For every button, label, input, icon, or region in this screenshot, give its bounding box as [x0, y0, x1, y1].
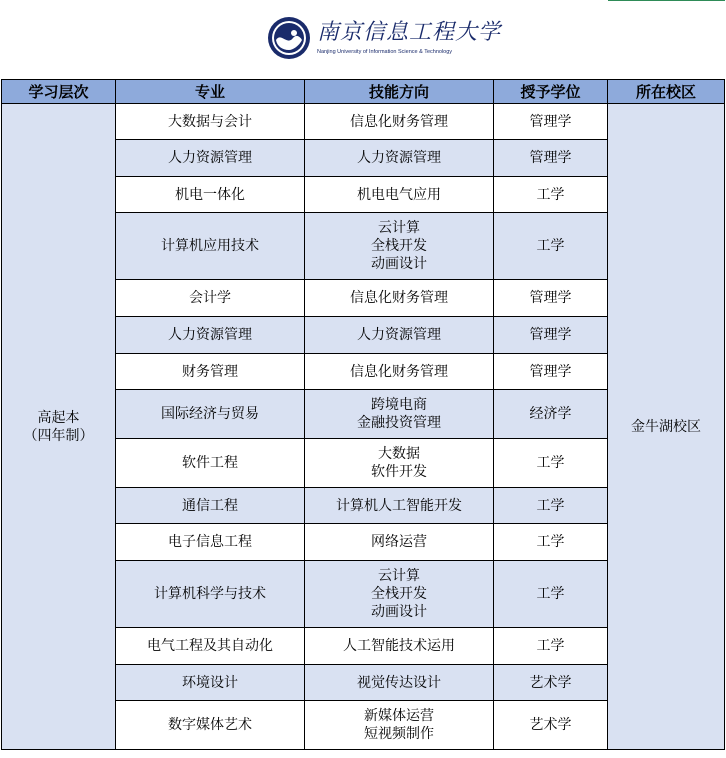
major-cell: 环境设计	[116, 665, 305, 701]
degree-cell: 艺术学	[494, 701, 608, 750]
direction-text: 软件开发	[371, 464, 427, 480]
degree-cell: 工学	[494, 628, 608, 665]
direction-cell	[305, 140, 494, 177]
direction-text: 信息化财务管理	[350, 363, 448, 380]
major-cell: 通信工程	[116, 488, 305, 524]
major-cell: 电气工程及其自动化	[116, 628, 305, 665]
degree-cell: 管理学	[494, 104, 608, 140]
direction-cell	[305, 561, 494, 628]
level-cell	[2, 104, 116, 750]
degree-cell: 艺术学	[494, 665, 608, 701]
direction-text: 全栈开发	[371, 238, 427, 254]
major-cell: 计算机应用技术	[116, 213, 305, 280]
major-cell: 人力资源管理	[116, 140, 305, 177]
direction-text: 新媒体运营	[364, 708, 434, 724]
direction-cell	[305, 628, 494, 665]
degree-cell: 管理学	[494, 354, 608, 390]
major-cell: 人力资源管理	[116, 317, 305, 354]
program-table	[1, 79, 725, 750]
degree-cell: 经济学	[494, 390, 608, 439]
direction-cell	[305, 439, 494, 488]
direction-cell	[305, 488, 494, 524]
direction-text: 人力资源管理	[357, 327, 441, 343]
direction-text: 金融投资管理	[357, 415, 441, 431]
major-cell: 大数据与会计	[116, 104, 305, 140]
direction-cell	[305, 317, 494, 354]
header-direction: 技能方向	[305, 80, 494, 104]
direction-cell	[305, 213, 494, 280]
university-emblem-icon	[267, 16, 311, 60]
page-header	[0, 0, 726, 78]
direction-cell	[305, 701, 494, 750]
header-campus: 所在校区	[608, 80, 725, 104]
direction-text: 机电电气应用	[357, 186, 441, 203]
direction-text: 短视频制作	[364, 726, 434, 742]
direction-cell	[305, 280, 494, 317]
direction-text: 动画设计	[371, 604, 427, 620]
direction-text: 视觉传达设计	[357, 674, 441, 691]
direction-text: 网络运营	[371, 534, 427, 550]
major-cell: 软件工程	[116, 439, 305, 488]
header-major: 专业	[116, 80, 305, 104]
direction-cell	[305, 665, 494, 701]
degree-cell: 工学	[494, 177, 608, 213]
direction-cell	[305, 177, 494, 213]
direction-cell	[305, 354, 494, 390]
header-divider	[608, 0, 725, 1]
header-degree: 授予学位	[494, 80, 608, 104]
direction-text: 云计算	[378, 220, 420, 236]
degree-cell: 管理学	[494, 280, 608, 317]
level-text: （四年制）	[23, 427, 94, 444]
direction-text: 人力资源管理	[357, 150, 441, 166]
direction-text: 大数据	[378, 446, 420, 462]
direction-text: 信息化财务管理	[350, 290, 448, 306]
direction-cell	[305, 524, 494, 561]
logo-chinese-name: 南京信息工程大学	[317, 20, 502, 45]
logo-english-name: Nanjing University of Information Science & Technology	[317, 49, 453, 55]
major-cell: 财务管理	[116, 354, 305, 390]
direction-text: 信息化财务管理	[350, 113, 448, 130]
degree-cell: 管理学	[494, 317, 608, 354]
degree-cell: 工学	[494, 213, 608, 280]
direction-text: 全栈开发	[371, 586, 427, 602]
major-cell: 数字媒体艺术	[116, 701, 305, 750]
table-header-row	[2, 80, 725, 104]
university-logo	[267, 16, 501, 60]
degree-cell: 工学	[494, 439, 608, 488]
direction-text: 云计算	[378, 568, 420, 584]
degree-cell: 管理学	[494, 140, 608, 177]
header-level: 学习层次	[2, 80, 116, 104]
degree-cell: 工学	[494, 524, 608, 561]
major-cell: 机电一体化	[116, 177, 305, 213]
degree-cell: 工学	[494, 561, 608, 628]
major-cell: 计算机科学与技术	[116, 561, 305, 628]
direction-text: 跨境电商	[371, 397, 427, 413]
major-cell: 电子信息工程	[116, 524, 305, 561]
table-row	[2, 104, 725, 140]
direction-text: 动画设计	[371, 256, 427, 272]
direction-text: 计算机人工智能开发	[336, 497, 462, 514]
direction-cell	[305, 390, 494, 439]
direction-text: 人工智能技术运用	[343, 638, 455, 654]
level-text: 高起本	[37, 409, 80, 426]
major-cell: 会计学	[116, 280, 305, 317]
degree-cell: 工学	[494, 488, 608, 524]
direction-cell	[305, 104, 494, 140]
campus-cell: 金牛湖校区	[608, 104, 725, 750]
major-cell: 国际经济与贸易	[116, 390, 305, 439]
